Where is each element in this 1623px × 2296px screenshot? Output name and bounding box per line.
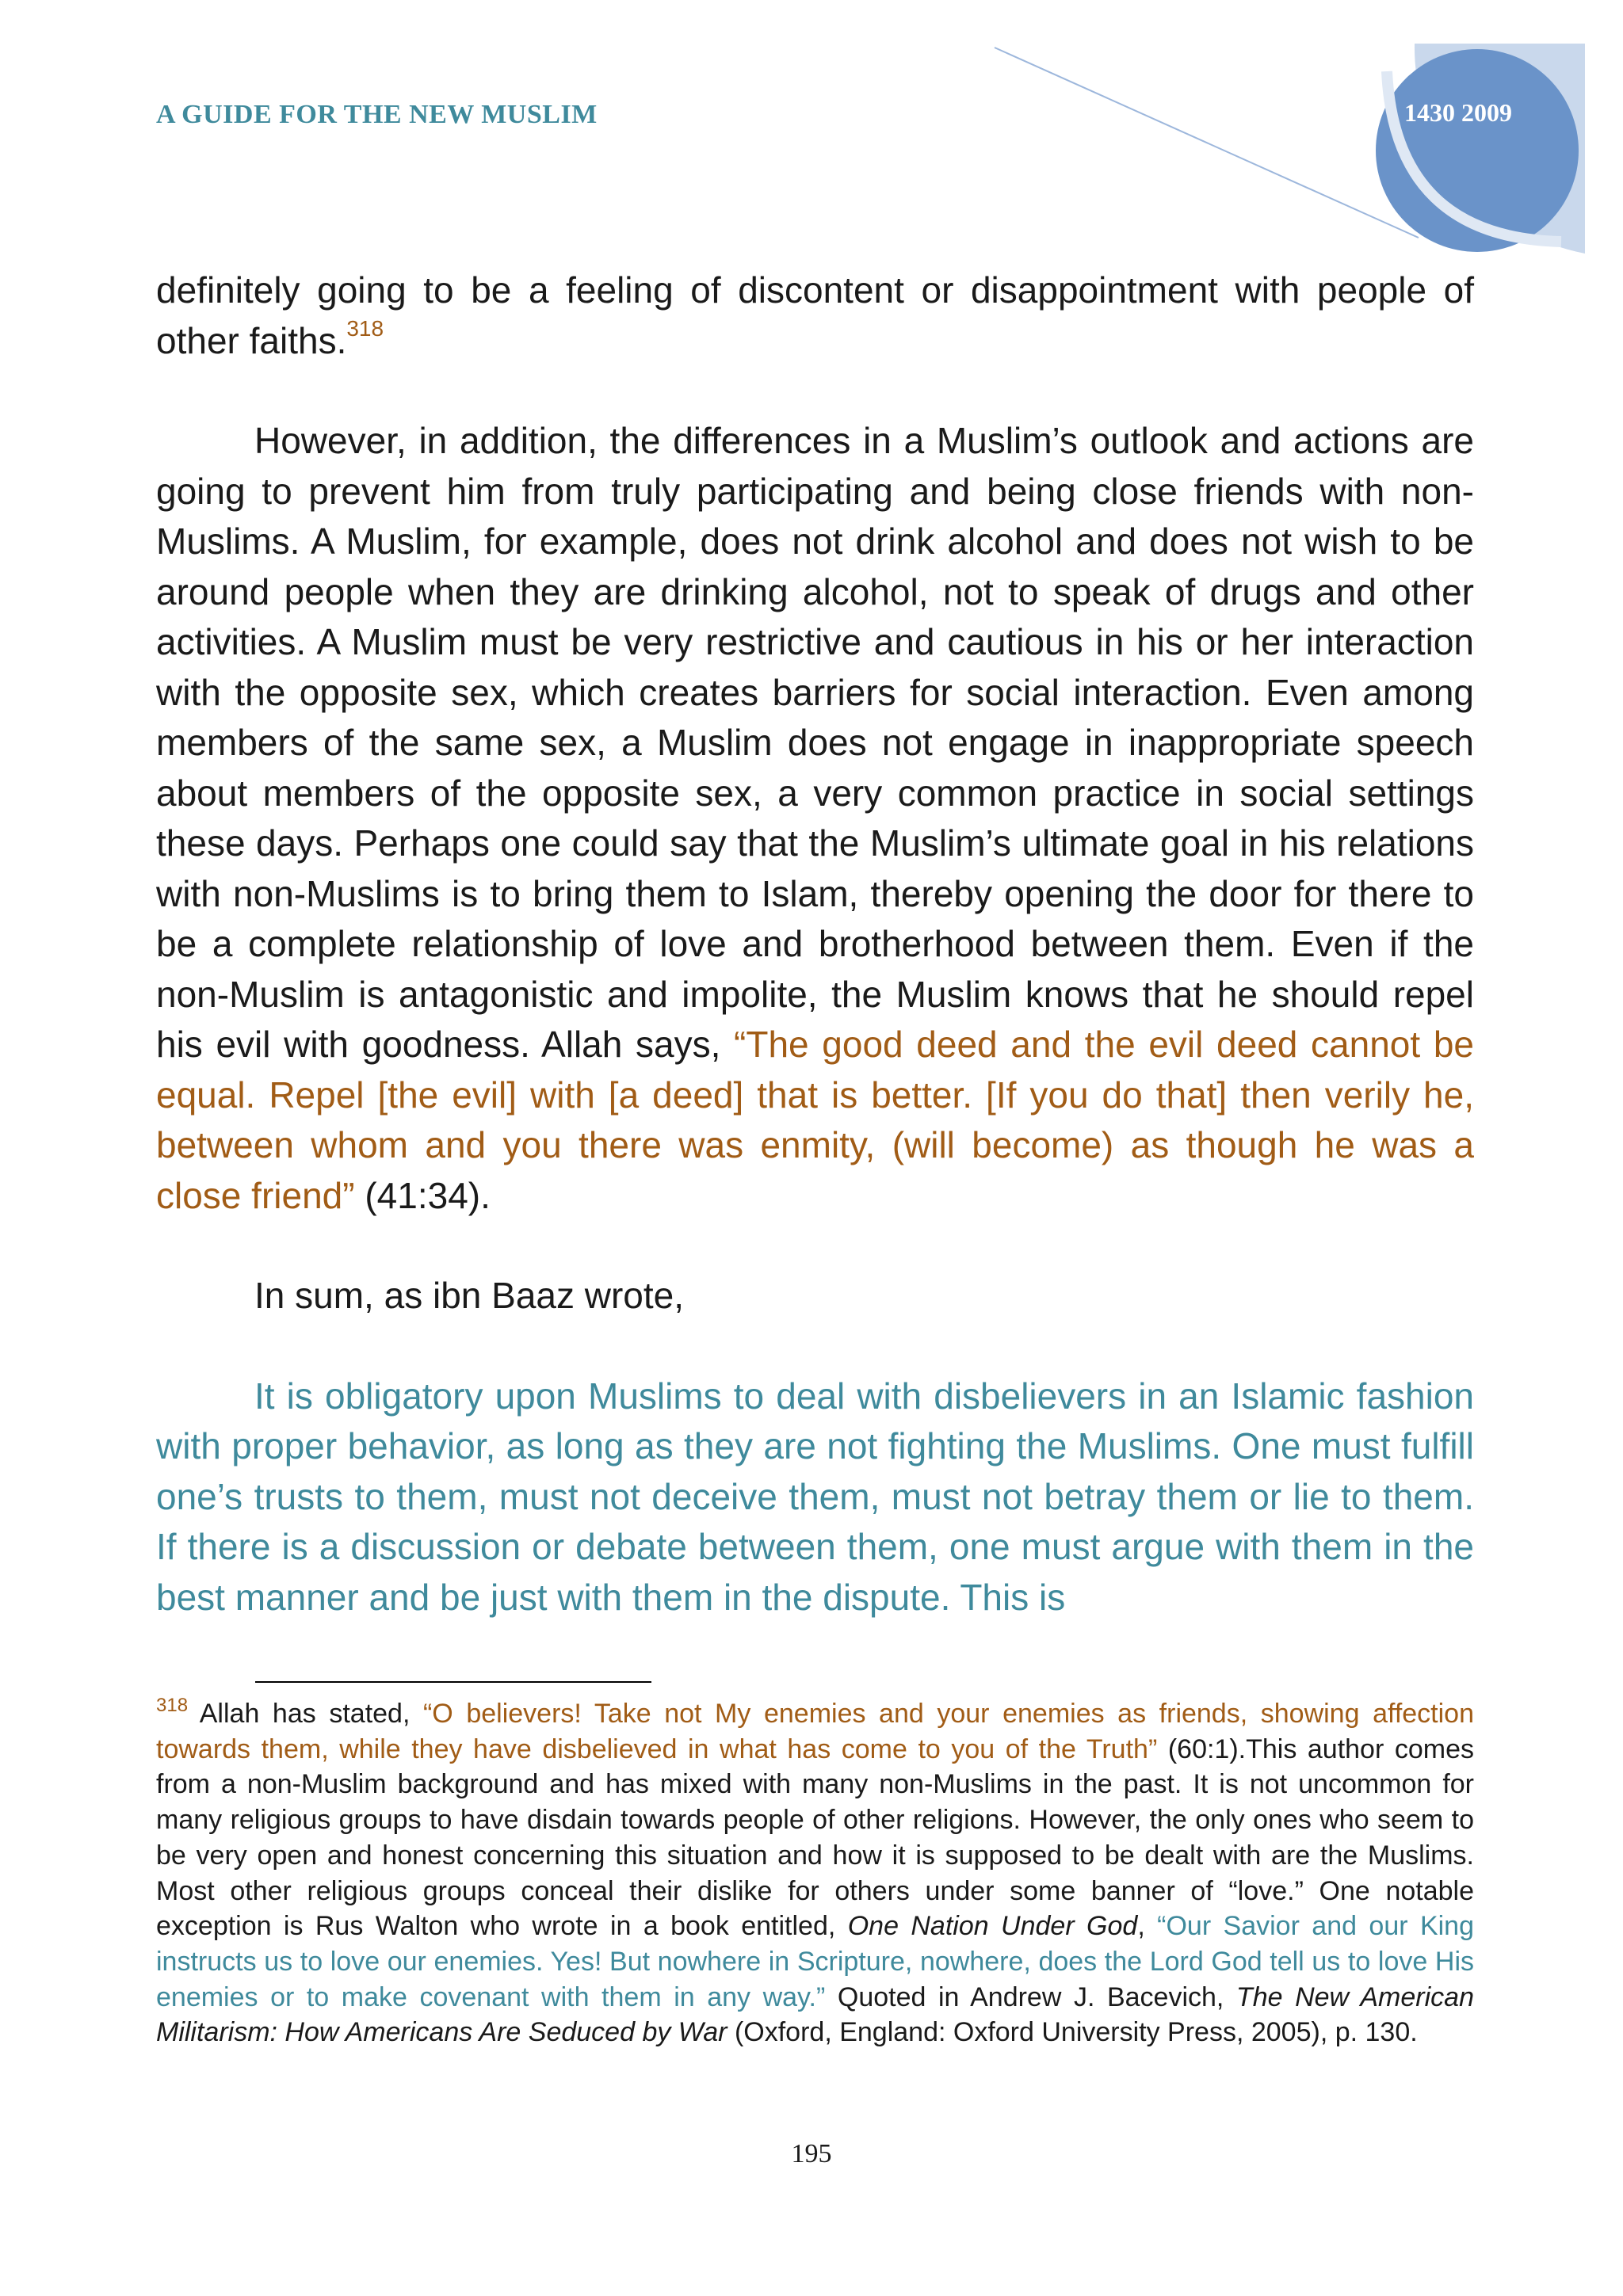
- paragraph-2: [156, 416, 1474, 1221]
- header-diagonal-line: [995, 48, 1419, 238]
- paragraph-1-text: definitely going to be a feeling of discontent or disappointment with people of other faiths.: [156, 269, 1474, 361]
- running-header-title: A GUIDE FOR THE NEW MUSLIM: [156, 100, 598, 129]
- footnote-walton-quote: “Our Savior and our King instructs us to love our enemies. Yes! But nowhere in Scripture, nowhere, does the Lord God tell us to love His enemies or to make covenant with them in any way.”: [156, 1911, 1475, 2012]
- body-text: [156, 265, 1474, 1623]
- block-quote-ibn-baaz: It is obligatory upon Muslims to deal with disbelievers in an Islamic fashion with proper behavior, as long as they are not fighting the Muslims. One must fulfill one’s trusts to them, must not deceive them, must not betray them or lie to them. If there is a discussion or debate between them, one must argue with them in the best manner and be just with them in the dispute. This is: [156, 1375, 1474, 1618]
- footnote-separator: [255, 1681, 651, 1683]
- footnote-text-4: (Oxford, England: Oxford University Press, 2005), p. 130.: [727, 2017, 1418, 2048]
- footnote-ref-318[interactable]: 318: [346, 315, 384, 341]
- quran-quote-41-34: “The good deed and the evil deed cannot be equal. Repel [the evil] with [a deed] that is better. [If you do that] then verily he, between whom and you there was enmity, (will become) as though he was a close friend”: [156, 1024, 1474, 1216]
- footnote-number: 318: [156, 1695, 189, 1716]
- page-number: 195: [791, 2139, 832, 2168]
- paragraph-2-text: However, in addition, the differences in a Muslim’s outlook and actions are going to prevent him from truly participating and being close friends with non-Muslims. A Muslim, for example, does not drink alcohol and does not wish to be around people when they are drinking alcohol, not to speak of drugs and other activities. A Muslim must be very restrictive and cautious in his or her interaction with the opposite sex, which creates barriers for social interaction. Even among members of the same sex, a Muslim does not engage in inappropriate speech about members of the opposite sex, a very common practice in social settings these days. Perhaps one could say that the Muslim’s ultimate goal in his relations with non-Muslims is to bring them to Islam, thereby opening the door for there to be a complete relationship of love and brotherhood between them. Even if the non-Muslim is antagonistic and impolite, the Muslim knows that he should repel his evil with goodness. Allah says,: [156, 420, 1474, 1065]
- footnote-text-1: (60:1).This author comes from a non-Muslim background and has mixed with many non-Muslims in the past. It is not uncommon for many religious groups to have disdain towards people of other religions. However, the only ones who seem to be very open and honest concerning this situation and how it is supposed to be dealt with are the Muslims. Most other religious groups conceal their dislike for others under some banner of “love.” One notable exception is Rus Walton who wrote in a book entitled,: [156, 1733, 1474, 1942]
- footnote-book-title-2: The New American Militarism: How Americans Are Seduced by War: [156, 1981, 1474, 2048]
- footnote-lead: Allah has stated,: [188, 1699, 423, 1729]
- footnote-quran-quote: “O believers! Take not My enemies and your enemies as friends, showing affection towards them, while they have disbelieved in what has come to you of the Truth”: [156, 1699, 1474, 1764]
- footnote-318: [156, 1696, 1474, 2050]
- footnote-text-2: ,: [1137, 1911, 1158, 1942]
- running-header-year: 1430 2009: [1404, 98, 1512, 127]
- footnote-book-title-1: One Nation Under God: [847, 1911, 1138, 1942]
- paragraph-3: In sum, as ibn Baaz wrote,: [254, 1275, 685, 1316]
- footnote-text-3: Quoted in Andrew J. Bacevich,: [825, 1981, 1236, 2012]
- header-decoration: [0, 0, 1623, 269]
- quran-reference: (41:34).: [354, 1174, 491, 1216]
- paragraph-1: [156, 265, 1474, 366]
